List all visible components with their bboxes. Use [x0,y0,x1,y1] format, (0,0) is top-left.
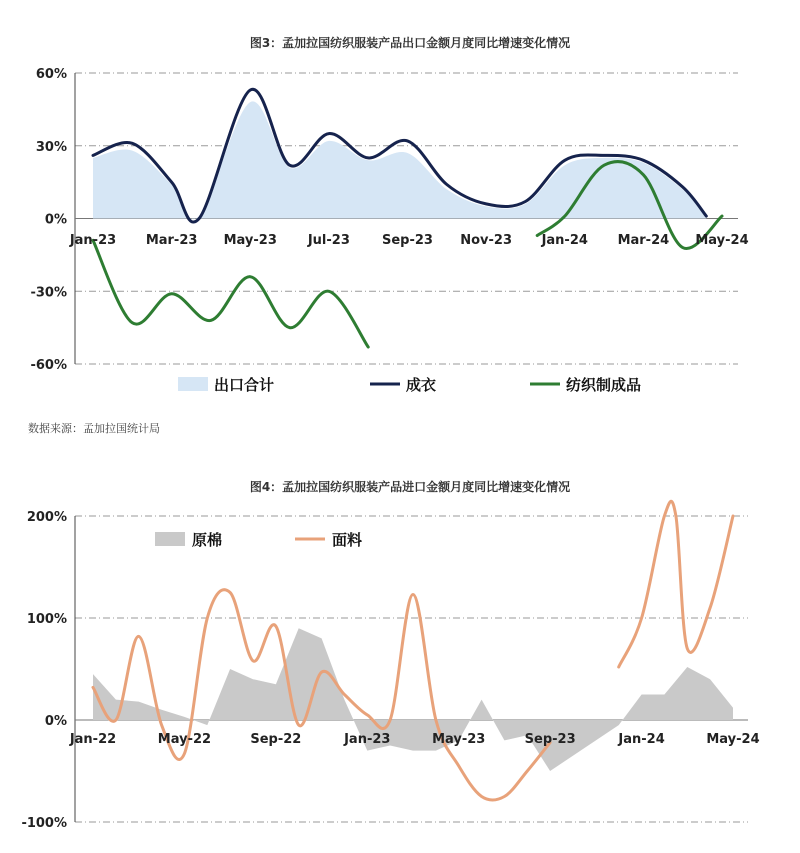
x-tick-label: May-23 [432,732,486,747]
chart2-title: 图4：孟加拉国纺织服装产品进口金额月度同比增速变化情况 [249,480,571,494]
legend-label-apparel: 成衣 [406,376,437,394]
x-tick-label: Jan-23 [344,732,391,747]
x-tick-label: Jan-23 [69,233,117,248]
x-tick-label: May-24 [695,233,749,248]
legend-label-textile: 纺织制成品 [566,376,642,394]
x-tick-label: Sep-23 [382,233,433,248]
legend-label-raw-cotton: 原棉 [192,531,223,549]
y-tick-label: 0% [44,212,67,228]
x-tick-label: Mar-23 [145,233,198,248]
chart1-legend [178,376,641,394]
legend-label-fabric: 面料 [332,531,363,549]
export-growth-chart [30,35,748,394]
x-tick-label: Sep-22 [250,732,302,747]
x-tick-label: May-23 [223,233,277,248]
y-tick-label: -100% [21,816,67,831]
x-tick-label: Nov-23 [460,233,513,248]
import-growth-chart [21,479,759,831]
y-tick-label: 200% [26,510,67,525]
legend-label-export-total: 出口合计 [214,376,275,394]
y-tick-label: -30% [30,285,67,301]
x-tick-label: May-24 [706,732,760,747]
x-tick-label: Sep-23 [524,732,576,747]
y-tick-label: 100% [26,612,67,627]
x-tick-label: Jan-24 [541,233,588,248]
legend-swatch-export-total [178,377,208,391]
y-tick-label: -60% [30,358,67,373]
chart1-title: 图3：孟加拉国纺织服装产品出口金额月度同比增速变化情况 [249,36,571,50]
x-tick-label: Jan-24 [618,732,665,747]
fabric-line-segment-2 [619,501,733,667]
x-tick-label: May-22 [157,732,212,747]
legend-swatch-raw-cotton [155,532,185,546]
y-tick-label: 30% [35,139,67,155]
source-note: 数据来源：孟加拉国统计局 [28,422,160,435]
textile-line-segment-1 [93,240,368,347]
x-tick-label: Jul-23 [307,233,350,248]
chart2-legend [155,531,362,549]
raw-cotton-area [93,628,733,771]
x-tick-label: Mar-24 [617,233,670,248]
y-tick-label: 60% [35,67,67,82]
x-tick-label: Jan-22 [69,732,117,747]
y-tick-label: 0% [44,714,67,729]
